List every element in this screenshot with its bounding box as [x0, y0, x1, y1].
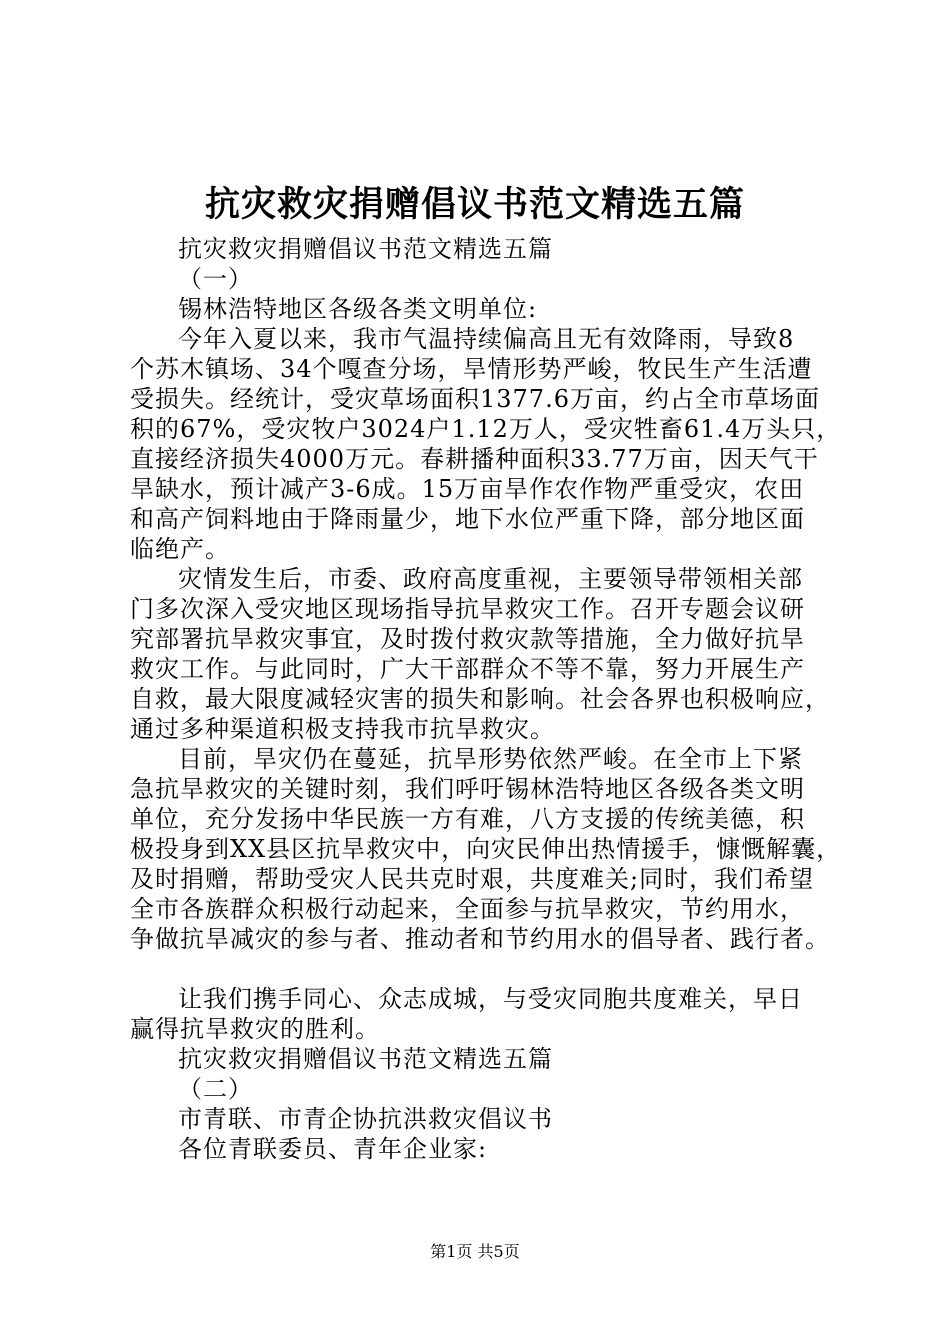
document-title: 抗灾救灾捐赠倡议书范文精选五篇: [204, 184, 745, 225]
text-line: 全市各族群众积极行动起来，全面参与抗旱救灾，节约用水，: [130, 895, 805, 923]
text-line: 个苏木镇场、34个嘎查分场，旱情形势严峻，牧民生产生活遭: [130, 355, 813, 383]
text-line: 受损失。经统计，受灾草场面积1377.6万亩，约占全市草场面: [130, 385, 820, 413]
text-line: 争做抗旱减灾的参与者、推动者和节约用水的倡导者、践行者。: [130, 925, 830, 953]
text-line: 和高产饲料地由于降雨量少，地下水位严重下降，部分地区面: [130, 505, 805, 533]
text-line: 让我们携手同心、众志成城，与受灾同胞共度难关，早日: [178, 985, 803, 1013]
text-line: 单位，充分发扬中华民族一方有难，八方支援的传统美德，积: [130, 805, 805, 833]
text-line: 及时捐赠，帮助受灾人民共克时艰，共度难关;同时，我们希望: [130, 865, 815, 893]
text-line: 通过多种渠道积极支持我市抗旱救灾。: [130, 715, 555, 743]
text-line: 急抗旱救灾的关键时刻，我们呼吁锡林浩特地区各级各类文明: [130, 775, 805, 803]
section-number: （一）: [178, 265, 253, 293]
text-line: 旱缺水，预计减产3-6成。15万亩旱作农作物严重受灾，农田: [130, 475, 805, 503]
text-line: 临绝产。: [130, 535, 230, 563]
text-line: 自救，最大限度减轻灾害的损失和影响。社会各界也积极响应，: [130, 685, 830, 713]
text-line: 救灾工作。与此同时，广大干部群众不等不靠，努力开展生产: [130, 655, 805, 683]
text-line: 赢得抗旱救灾的胜利。: [130, 1015, 380, 1043]
blank-line: [130, 954, 852, 984]
letter-heading: 市青联、市青企协抗洪救灾倡议书: [178, 1105, 553, 1133]
text-line: 灾情发生后，市委、政府高度重视，主要领导带领相关部: [178, 565, 803, 593]
subtitle-line: 抗灾救灾捐赠倡议书范文精选五篇: [178, 235, 553, 263]
salutation: 各位青联委员、青年企业家:: [178, 1135, 488, 1163]
section-number: （二）: [178, 1075, 253, 1103]
text-line: 今年入夏以来，我市气温持续偏高且无有效降雨，导致8: [178, 325, 795, 353]
text-line: 门多次深入受灾地区现场指导抗旱救灾工作。召开专题会议研: [130, 595, 805, 623]
subtitle-line: 抗灾救灾捐赠倡议书范文精选五篇: [178, 1045, 553, 1073]
text-line: 积的67%，受灾牧户3024户1.12万人，受灾牲畜61.4万头只，: [130, 415, 842, 443]
text-line: 极投身到XX县区抗旱救灾中，向灾民伸出热情援手，慷慨解囊，: [130, 835, 842, 863]
text-line: 目前，旱灾仍在蔓延，抗旱形势依然严峻。在全市上下紧: [178, 745, 803, 773]
text-line: 直接经济损失4000万元。春耕播种面积33.77万亩，因天气干: [130, 445, 819, 473]
salutation: 锡林浩特地区各级各类文明单位:: [178, 295, 538, 323]
page-footer: 第1页 共5页: [430, 1242, 520, 1261]
text-line: 究部署抗旱救灾事宜，及时拨付救灾款等措施，全力做好抗旱: [130, 625, 805, 653]
document-body: [130, 234, 852, 1164]
